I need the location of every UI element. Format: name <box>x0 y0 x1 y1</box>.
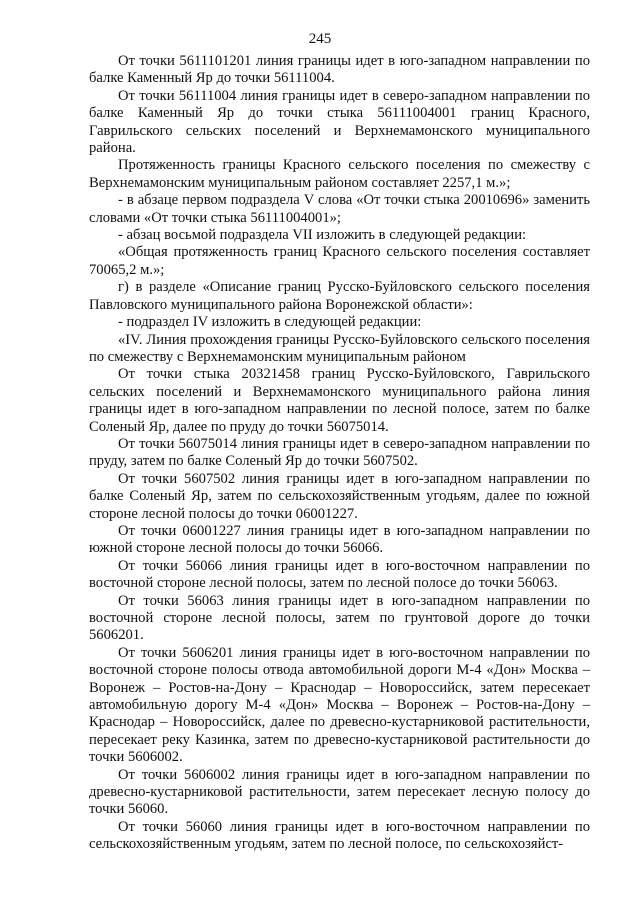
page-number: 245 <box>308 31 332 47</box>
paragraph: - подраздел IV изложить в следующей редакции: <box>118 314 422 331</box>
paragraph: От точки 5611101201 линия границы идет в юго-западном направлении по балке Каменный Яр до точки 56111004. <box>89 53 590 87</box>
paragraph: От точки 5607502 линия границы идет в юго-западном направлении по балке Соленый Яр, затем по сельскохозяйственным угодьям, далее по южной стороне лесной полосы до точки 06001227. <box>89 470 590 522</box>
paragraph: «IV. Линия прохождения границы Русско-Буйловского сельского поселения по смежеству с Верхнемамонским муниципальным районом <box>89 331 590 365</box>
paragraph: - абзац восьмой подраздела VII изложить в следующей редакции: <box>118 227 527 244</box>
paragraph: От точки 06001227 линия границы идет в юго-западном направлении по южной стороне лесной полосы до точки 56066. <box>89 522 590 557</box>
paragraph: От точки 56066 линия границы идет в юго-восточном направлении по восточной стороне лесной полосы, затем по лесной полосе до точки 56063. <box>89 557 590 592</box>
paragraph: г) в разделе «Описание границ Русско-Буйловского сельского поселения Павловского муниципального района Воронежской области»: <box>89 279 590 313</box>
paragraph: От точки 56063 линия границы идет в юго-западном направлении по восточной стороне лесной полосы, затем по грунтовой дороге до точки 5606201. <box>89 592 590 644</box>
paragraph: От точки 56075014 линия границы идет в северо-западном направлении по пруду, затем по балке Соленый Яр до точки 5607502. <box>89 435 590 470</box>
paragraph: От точки 56060 линия границы идет в юго-восточном направлении по сельскохозяйственным угодьям, затем по лесной полосе, по сельскохозяйст- <box>89 818 590 853</box>
paragraph: От точки 56111004 линия границы идет в северо-западном направлении по балке Каменный Яр до точки стыка 56111004001 границ Красного, Гаврильского сельских поселений и Верхнемамонского муниципального района. <box>89 87 590 157</box>
paragraph: От точки стыка 20321458 границ Русско-Буйловского, Гаврильского сельских поселений и Верхнемамонского муниципального района линия границы идет в юго-западном направлении по лесной полосе, затем по балке Соленый Яр, далее по пруду до точки 56075014. <box>89 366 590 435</box>
document-body <box>89 53 590 854</box>
paragraph: От точки 5606201 линия границы идет в юго-восточном направлении по восточной стороне полосы отвода автомобильной дороги М-4 «Дон» Москва – Воронеж – Ростов-на-Дону – Краснодар – Новороссийск, затем пересекает автомобильную дорогу М-4 «Дон» Москва – Воронеж – Ростов-на-Дону – Краснодар – Новороссийск, далее по древесно-кустарниковой растительности, пересекает реку Казинка, затем по древесно-кустарниковой растительности до точки 5606002. <box>89 644 590 766</box>
paragraph: От точки 5606002 линия границы идет в юго-западном направлении по древесно-кустарниковой растительности, затем пересекает лесную полосу до точки 56060. <box>89 766 590 818</box>
paragraph: «Общая протяженность границ Красного сельского поселения составляет 70065,2 м.»; <box>89 244 590 278</box>
paragraph: Протяженность границы Красного сельского поселения по смежеству с Верхнемамонским муниципальным районом составляет 2257,1 м.»; <box>89 157 590 191</box>
paragraph: - в абзаце первом подраздела V слова «От точки стыка 20010696» заменить словами «От точки стыка 56111004001»; <box>89 192 590 226</box>
